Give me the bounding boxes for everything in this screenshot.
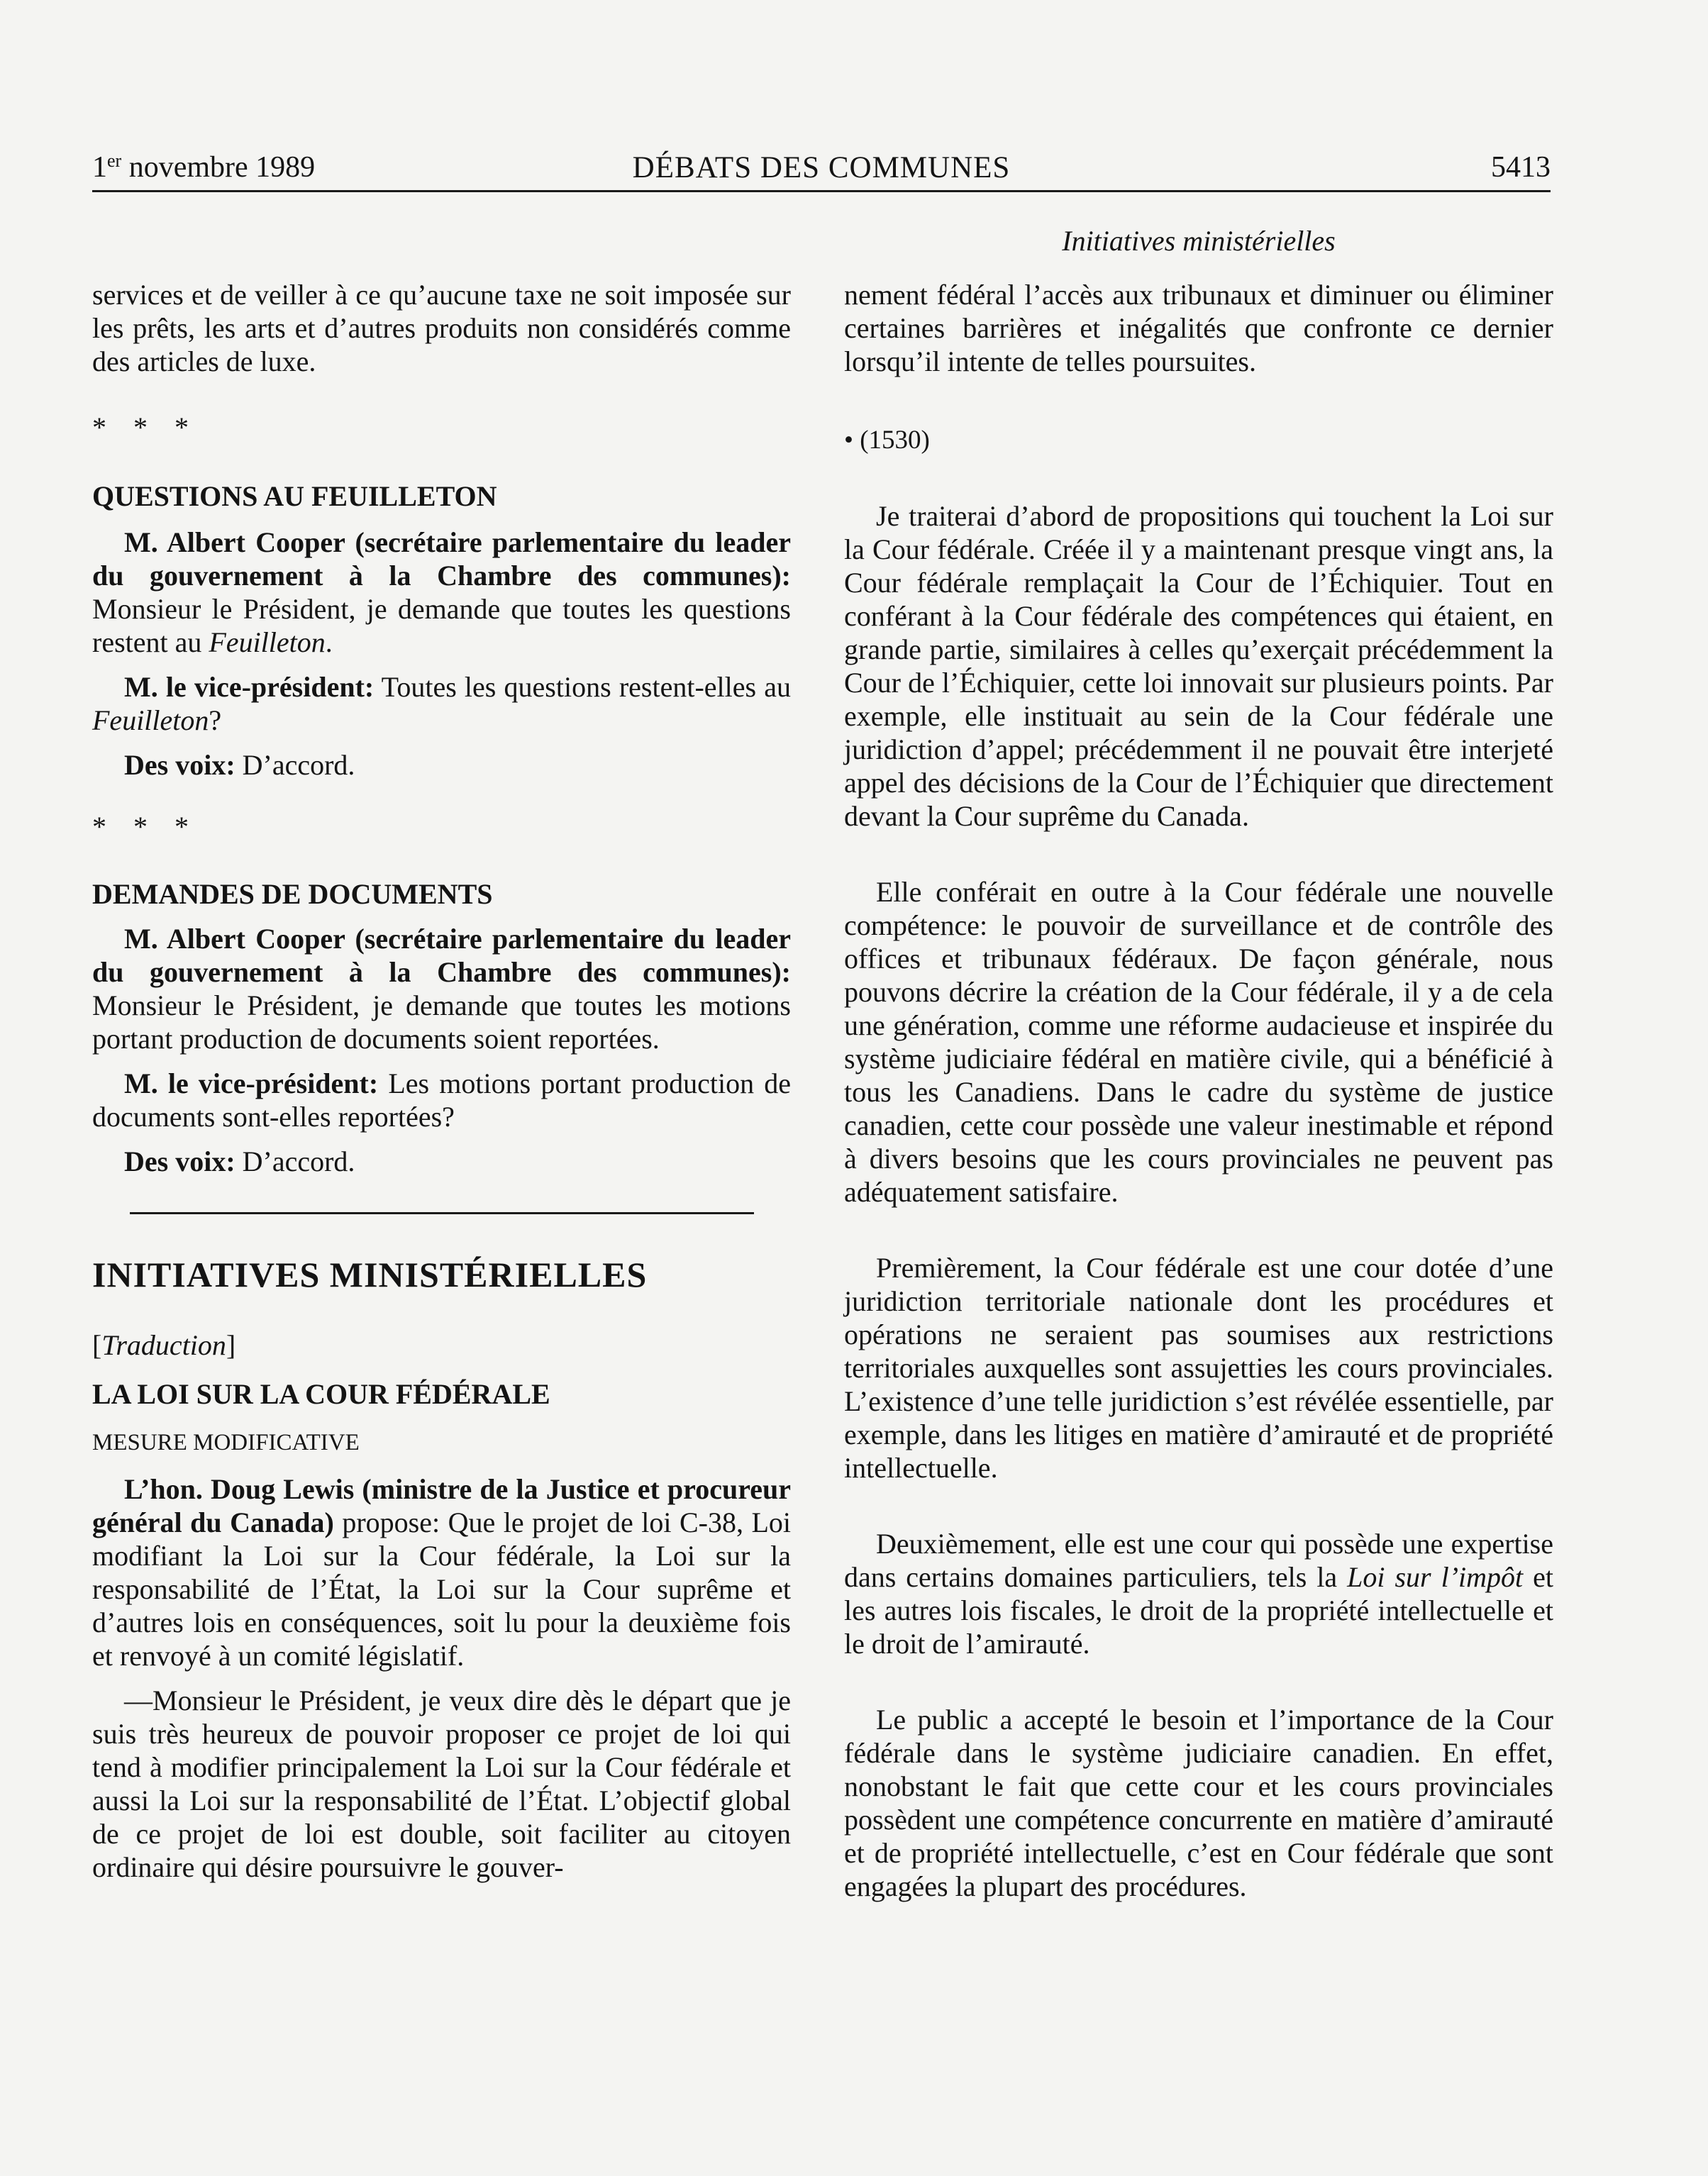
traduction-note: [Traduction] [92,1329,236,1361]
paragraph-3: Premièrement, la Cour fédérale est une cour dotée d’une juridiction territoriale nationale dont les procédures et opérations ne seraient pas soumises aux restrictions territoriales auxquelles sont assujetties les cours provinciales. L’existence d’une telle juridiction s’est révélée essentielle, par exemple, dans les litiges en matière d’amirauté et de propriété intellectuelle. [844,1252,1553,1484]
speaker: Des voix: [124,749,235,781]
speaker: Des voix: [124,1145,235,1177]
header-title: DÉBATS DES COMMUNES [632,151,1011,184]
section-separator: * * * [92,411,199,443]
law-heading: LA LOI SUR LA COUR FÉDÉRALE [92,1378,550,1410]
speech-cooper-questions: M. Albert Cooper (secrétaire parlementaire du leader du gouvernement à la Chambre des communes): Monsieur le Président, je demande que toutes les questions restent au Feuilleton. [92,526,791,658]
speech-cooper-documents: M. Albert Cooper (secrétaire parlementaire du leader du gouvernement à la Chambre des communes): Monsieur le Président, je demande que toutes les motions portant production de documents soient reportées. [92,923,791,1055]
paragraph-4: Deuxièmement, elle est une cour qui possède une expertise dans certains domaines particuliers, tels la Loi sur l’impôt et les autres lois fiscales, le droit de la propriété intellectuelle et le droit de l’amirauté. [844,1528,1553,1660]
intro-paragraph: services et de veiller à ce qu’aucune taxe ne soit imposée sur les prêts, les arts et d’autres produits non considérés comme des articles de luxe. [92,279,791,377]
right-column [844,278,1553,1903]
left-column [92,278,791,1884]
speaker: M. le vice-président: [124,1067,379,1099]
speech-lewis-motion: L’hon. Doug Lewis (ministre de la Justice et procureur général du Canada) propose: Que le projet de loi C-38, Loi modifiant la Loi sur la Cour fédérale, la Loi sur la responsabilité de l’État, la Loi sur la Cour suprême et d’autres lois en conséquences, soit lu pour la deuxième fois et renvoyé à un comité législatif. [92,1473,792,1672]
speech-vice-president-documents: M. le vice-président: Les motions portant production de documents sont-elles reportées? [92,1067,791,1133]
documents-heading: DEMANDES DE DOCUMENTS [92,878,493,910]
paragraph-5: Le public a accepté le besoin et l’importance de la Cour fédérale dans le système judiciaire canadien. En effet, nonobstant le fait que cette cour et les cours provinciales possèdent une compétence concurrente en matière d’amirauté et de propriété intellectuelle, c’est en Cour fédérale que sont engagées la plupart des procédures. [844,1704,1553,1902]
continued-paragraph: nement fédéral l’accès aux tribunaux et diminuer ou éliminer certaines barrières et inégalités que confronte ce dernier lorsqu’il intente de telles poursuites. [844,279,1553,377]
initiatives-heading: INITIATIVES MINISTÉRIELLES [92,1255,648,1294]
section-label: Initiatives ministérielles [1062,225,1336,257]
law-subheading: MESURE MODIFICATIVE [92,1430,360,1455]
speaker: L’hon. Doug Lewis (ministre de la Justice et procureur général du Canada) [92,1473,791,1538]
speaker: M. Albert Cooper (secrétaire parlementaire du leader du gouvernement à la Chambre des communes): [92,923,791,988]
page-number: 5413 [1491,151,1551,184]
speaker: M. Albert Cooper (secrétaire parlementaire du leader du gouvernement à la Chambre des communes): [92,526,791,592]
timestamp: • (1530) [844,426,930,455]
speech-vice-president-questions: M. le vice-président: Toutes les questions restent-elles au Feuilleton? [92,671,791,736]
header-date: 1er novembre 1989 [92,150,316,184]
running-header [92,150,1551,192]
speech-voices-questions: Des voix: D’accord. [124,749,355,781]
paragraph-2: Elle conférait en outre à la Cour fédérale une nouvelle compétence: le pouvoir de surveillance et de contrôle des offices et tribunaux fédéraux. De façon générale, nous pouvons décrire la création de la Cour fédérale, il y a de cela une génération, comme une réforme audacieuse et inspirée du système judiciaire fédéral en matière civile, qui a bénéficié à tous les Canadiens. Dans le cadre du système de justice canadien, cette cour possède une valeur inestimable et répond à divers besoins que les cours provinciales ne peuvent pas adéquatement satisfaire. [844,876,1553,1208]
speaker: M. le vice-président: [124,671,375,703]
speech-voices-documents: Des voix: D’accord. [124,1145,355,1177]
paragraph-1: Je traiterai d’abord de propositions qui touchent la Loi sur la Cour fédérale. Créée il y a maintenant presque vingt ans, la Cour fédérale remplaçait la Cour de l’Échiquier. Tout en conférant à la Cour fédérale des compétences qui étaient, en grande partie, similaires à celles qu’exerçait précédemment la Cour de l’Échiquier, cette loi innovait sur plusieurs points. Par exemple, elle instituait au sein de la Cour fédérale une juridiction d’appel; précédemment il ne pouvait être interjeté appel des décisions de la Cour de l’Échiquier que directement devant la Cour suprême du Canada. [844,500,1553,832]
questions-heading: QUESTIONS AU FEUILLETON [92,480,497,512]
speech-lewis-opening: —Monsieur le Président, je veux dire dès le départ que je suis très heureux de pouvoir proposer ce projet de loi qui tend à modifier principalement la Loi sur la Cour fédérale et aussi la Loi sur la responsabilité de l’État. L’objectif global de ce projet de loi est double, soit faciliter au citoyen ordinaire qui désire poursuivre le gouver- [92,1684,791,1883]
section-separator: * * * [92,811,199,843]
